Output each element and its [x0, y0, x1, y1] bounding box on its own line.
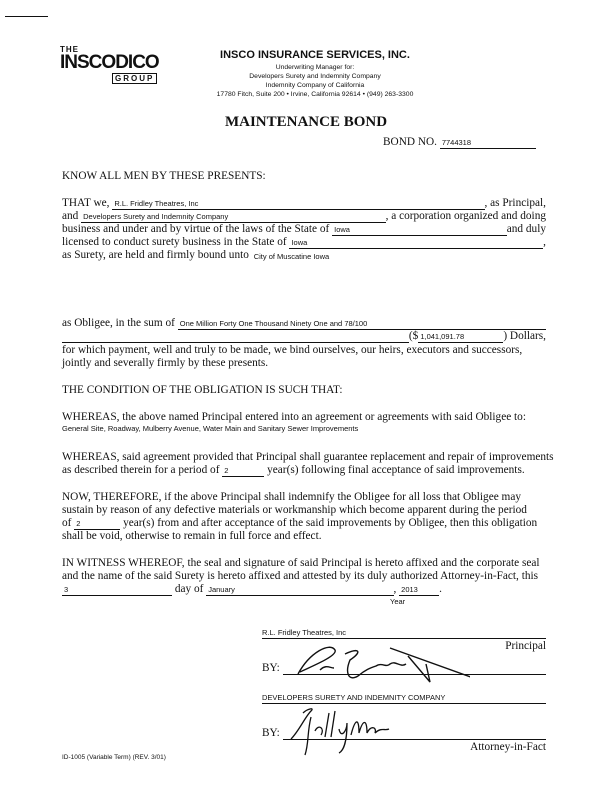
text: day of: [174, 583, 204, 595]
blank-line: [62, 331, 409, 343]
text: WHEREAS, the above named Principal entered into an agreement or agreements with said Obligee to:: [62, 411, 526, 423]
principal-signature-name: R.L. Fridley Theatres, Inc: [262, 628, 546, 639]
text: , a corporation organized and doing: [385, 210, 546, 222]
project-description-field: General Site, Roadway, Mulberry Avenue, Water Main and Sanitary Sewer Improvements: [62, 424, 359, 433]
text: NOW, THEREFORE, if the above Principal shall indemnify the Obligee for all loss that Obligee may: [62, 491, 522, 503]
year-label: Year: [390, 597, 406, 606]
month-field: January: [208, 585, 235, 594]
surety-signature-name: DEVELOPERS SURETY AND INDEMNITY COMPANY: [262, 693, 546, 704]
day-field: 3: [64, 585, 69, 594]
document-title: MAINTENANCE BOND: [224, 114, 388, 130]
form-footer: ID-1005 (Variable Term) (REV. 3/01): [62, 754, 166, 761]
text: WHEREAS, said agreement provided that Principal shall guarantee replacement and repair of improvements: [62, 451, 554, 463]
know-all-men: KNOW ALL MEN BY THESE PRESENTS:: [62, 170, 266, 182]
sum-amount-field: 1,041,091.78: [420, 332, 465, 341]
text: of: [62, 517, 72, 529]
text: licensed to conduct surety business in the State of: [62, 236, 287, 248]
text: ) Dollars,: [503, 330, 546, 342]
header-line: Underwriting Manager for:: [275, 64, 355, 71]
attorney-signature: [285, 703, 405, 758]
text: THAT we,: [62, 197, 110, 209]
text: as Obligee, in the sum of: [62, 317, 175, 329]
text: and the name of the said Surety is hereto affixed and attested by its duly authorized Attorney-in-Fact, this: [62, 570, 539, 582]
bond-number-label: BOND NO.: [383, 136, 437, 148]
text: and: [62, 210, 79, 222]
condition-heading: THE CONDITION OF THE OBLIGATION IS SUCH THAT:: [62, 384, 343, 396]
surety-state-field: Iowa: [291, 238, 308, 247]
year-field: 2013: [401, 585, 418, 594]
text: business and under and by virtue of the laws of the State of: [62, 223, 330, 235]
logo-group: GROUP: [112, 73, 157, 84]
text: ,: [393, 583, 397, 595]
sum-words-field: One Million Forty One Thousand Ninety One and 78/100: [179, 319, 368, 328]
text: year(s) following final acceptance of said improvements.: [267, 464, 525, 476]
warranty-years-field: 2: [224, 466, 229, 475]
state-field: Iowa: [334, 225, 350, 234]
logo-dico: DICO: [115, 52, 159, 73]
principal-name-field: R.L. Fridley Theatres, Inc: [114, 199, 199, 208]
text: ,: [543, 236, 546, 248]
obligee-field: City of Muscatine Iowa: [253, 252, 330, 261]
text: as described therein for a period of: [62, 464, 220, 476]
company-name: INSCO INSURANCE SERVICES, INC.: [220, 49, 410, 61]
attorney-in-fact-label: Attorney-in-Fact: [470, 741, 546, 753]
text: as Surety, are held and firmly bound unto: [62, 249, 249, 261]
text: year(s) from and after acceptance of the said improvements by Obligee, then this obligation: [123, 517, 538, 529]
by-label: BY:: [262, 727, 280, 739]
text: sustain by reason of any defective materials or workmanship which become apparent during the period: [62, 504, 527, 516]
logo-insco: INSCO: [60, 52, 116, 73]
header-address: 17780 Fitch, Suite 200 • Irvine, California 92614 • (949) 263-3300: [216, 91, 414, 98]
header-line: Indemnity Company of California: [265, 82, 365, 89]
logo-the: THE: [60, 45, 79, 54]
text: for which payment, well and truly to be made, we bind ourselves, our heirs, executors and successors,: [62, 344, 523, 356]
text: jointly and severally firmly by these presents.: [62, 357, 269, 369]
principal-signature: [290, 642, 470, 692]
text: , as Principal,: [484, 197, 546, 209]
header-line: Developers Surety and Indemnity Company: [249, 73, 381, 80]
scan-mark: [5, 16, 48, 17]
text: .: [439, 583, 442, 595]
principal-label: Principal: [505, 640, 546, 652]
bond-number: [383, 136, 536, 149]
text: ($: [408, 330, 419, 342]
text: and duly: [506, 223, 546, 235]
surety-name-field: Developers Surety and Indemnity Company: [83, 212, 229, 221]
text: shall be void, otherwise to remain in full force and effect.: [62, 530, 322, 542]
text: IN WITNESS WHEREOF, the seal and signature of said Principal is hereto affixed and the corporate seal: [62, 557, 540, 569]
by-label: BY:: [262, 662, 280, 674]
logo: [60, 46, 170, 90]
bond-number-value: 7744318: [440, 138, 536, 149]
period-years-field: 2: [76, 519, 81, 528]
